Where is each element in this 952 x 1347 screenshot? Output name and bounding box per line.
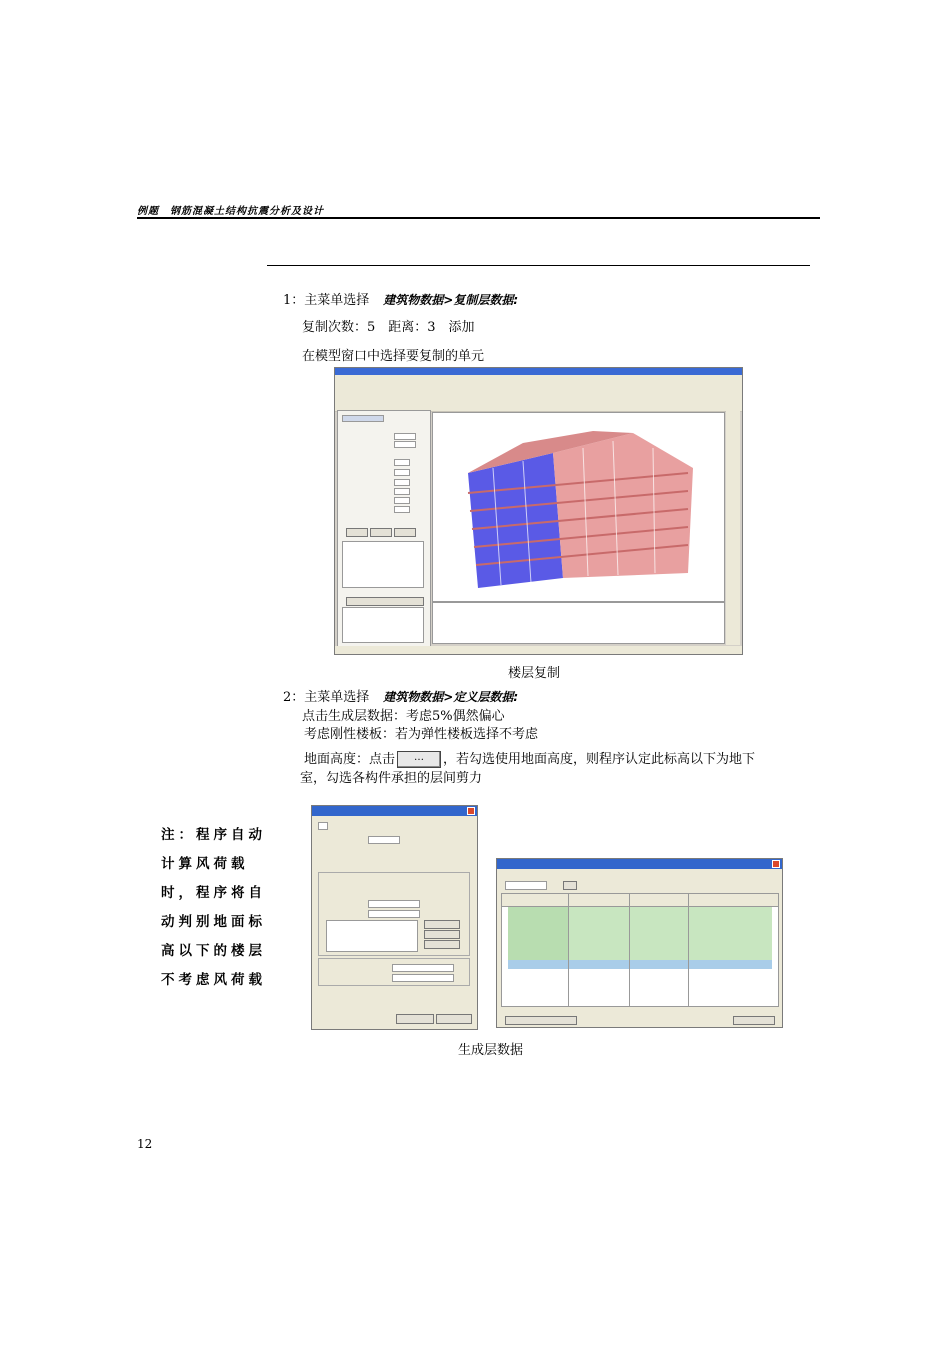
step1-label: 1：主菜单选择	[283, 293, 370, 308]
note-line-6: 不考虑风荷载	[161, 972, 266, 988]
running-header: 例题 钢筋混凝土结构抗震分析及设计	[137, 206, 324, 217]
step2-line2: 考虑刚性楼板：若为弹性楼板选择不考虑	[304, 727, 539, 742]
step2-instruction	[283, 686, 518, 705]
model-view-window	[432, 412, 725, 602]
ok-button[interactable]	[396, 1014, 434, 1024]
message-window	[432, 602, 725, 644]
story-dialog-titlebar	[497, 859, 782, 869]
step2-line1: 点击生成层数据：考虑5%偶然偏心	[302, 709, 505, 724]
note-line-3: 时，程序将自	[161, 885, 266, 901]
step2-line4: 室，勾选各构件承担的层间剪力	[300, 771, 483, 786]
step2-line3	[304, 748, 755, 768]
step2-label: 2：主菜单选择	[283, 690, 370, 705]
step1-instruction	[283, 289, 518, 308]
ellipsis-button[interactable]	[563, 881, 577, 890]
step1-line1: 复制次数：5 距离：3 添加	[302, 320, 475, 335]
header-rule	[137, 217, 820, 219]
story-table	[501, 893, 779, 1007]
step1-menu-path: 建筑物数据>复制层数据:	[383, 293, 519, 307]
step2-menu-path: 建筑物数据>定义层数据:	[383, 690, 519, 704]
figure1-caption: 楼层复制	[508, 666, 561, 681]
page-number: 12	[137, 1137, 153, 1151]
story-control-dialog	[311, 805, 478, 1030]
copy-floor-panel	[337, 410, 431, 647]
generate-button[interactable]	[505, 1016, 577, 1025]
ellipsis-button[interactable]: …	[397, 751, 441, 768]
dialog-titlebar	[312, 806, 477, 816]
note-line-4: 动判别地面标	[161, 914, 266, 930]
figure2-caption: 生成层数据	[458, 1043, 524, 1058]
story-data-dialog	[496, 858, 783, 1028]
close-icon[interactable]	[467, 807, 475, 815]
right-toolbar	[726, 410, 740, 645]
status-bar	[335, 646, 742, 654]
step2-line3-post: ，若勾选使用地面高度，则程序认定此标高以下为地下	[443, 752, 756, 767]
note-line-5: 高以下的楼层	[161, 943, 266, 959]
app-titlebar	[335, 368, 742, 375]
cancel-button[interactable]	[436, 1014, 472, 1024]
section-rule	[267, 265, 810, 266]
slab-face-left	[468, 453, 563, 588]
app-menubar	[335, 375, 742, 383]
building-3d-model	[433, 413, 724, 601]
close-button[interactable]	[733, 1016, 775, 1025]
close-icon[interactable]	[772, 860, 780, 868]
floor-copy-screenshot	[334, 367, 743, 655]
step1-line2: 在模型窗口中选择要复制的单元	[302, 349, 485, 364]
note-line-2: 计算风荷载	[161, 856, 249, 872]
step2-line3-pre: 地面高度：点击	[304, 752, 396, 767]
note-line-1: 注：程序自动	[161, 827, 266, 843]
